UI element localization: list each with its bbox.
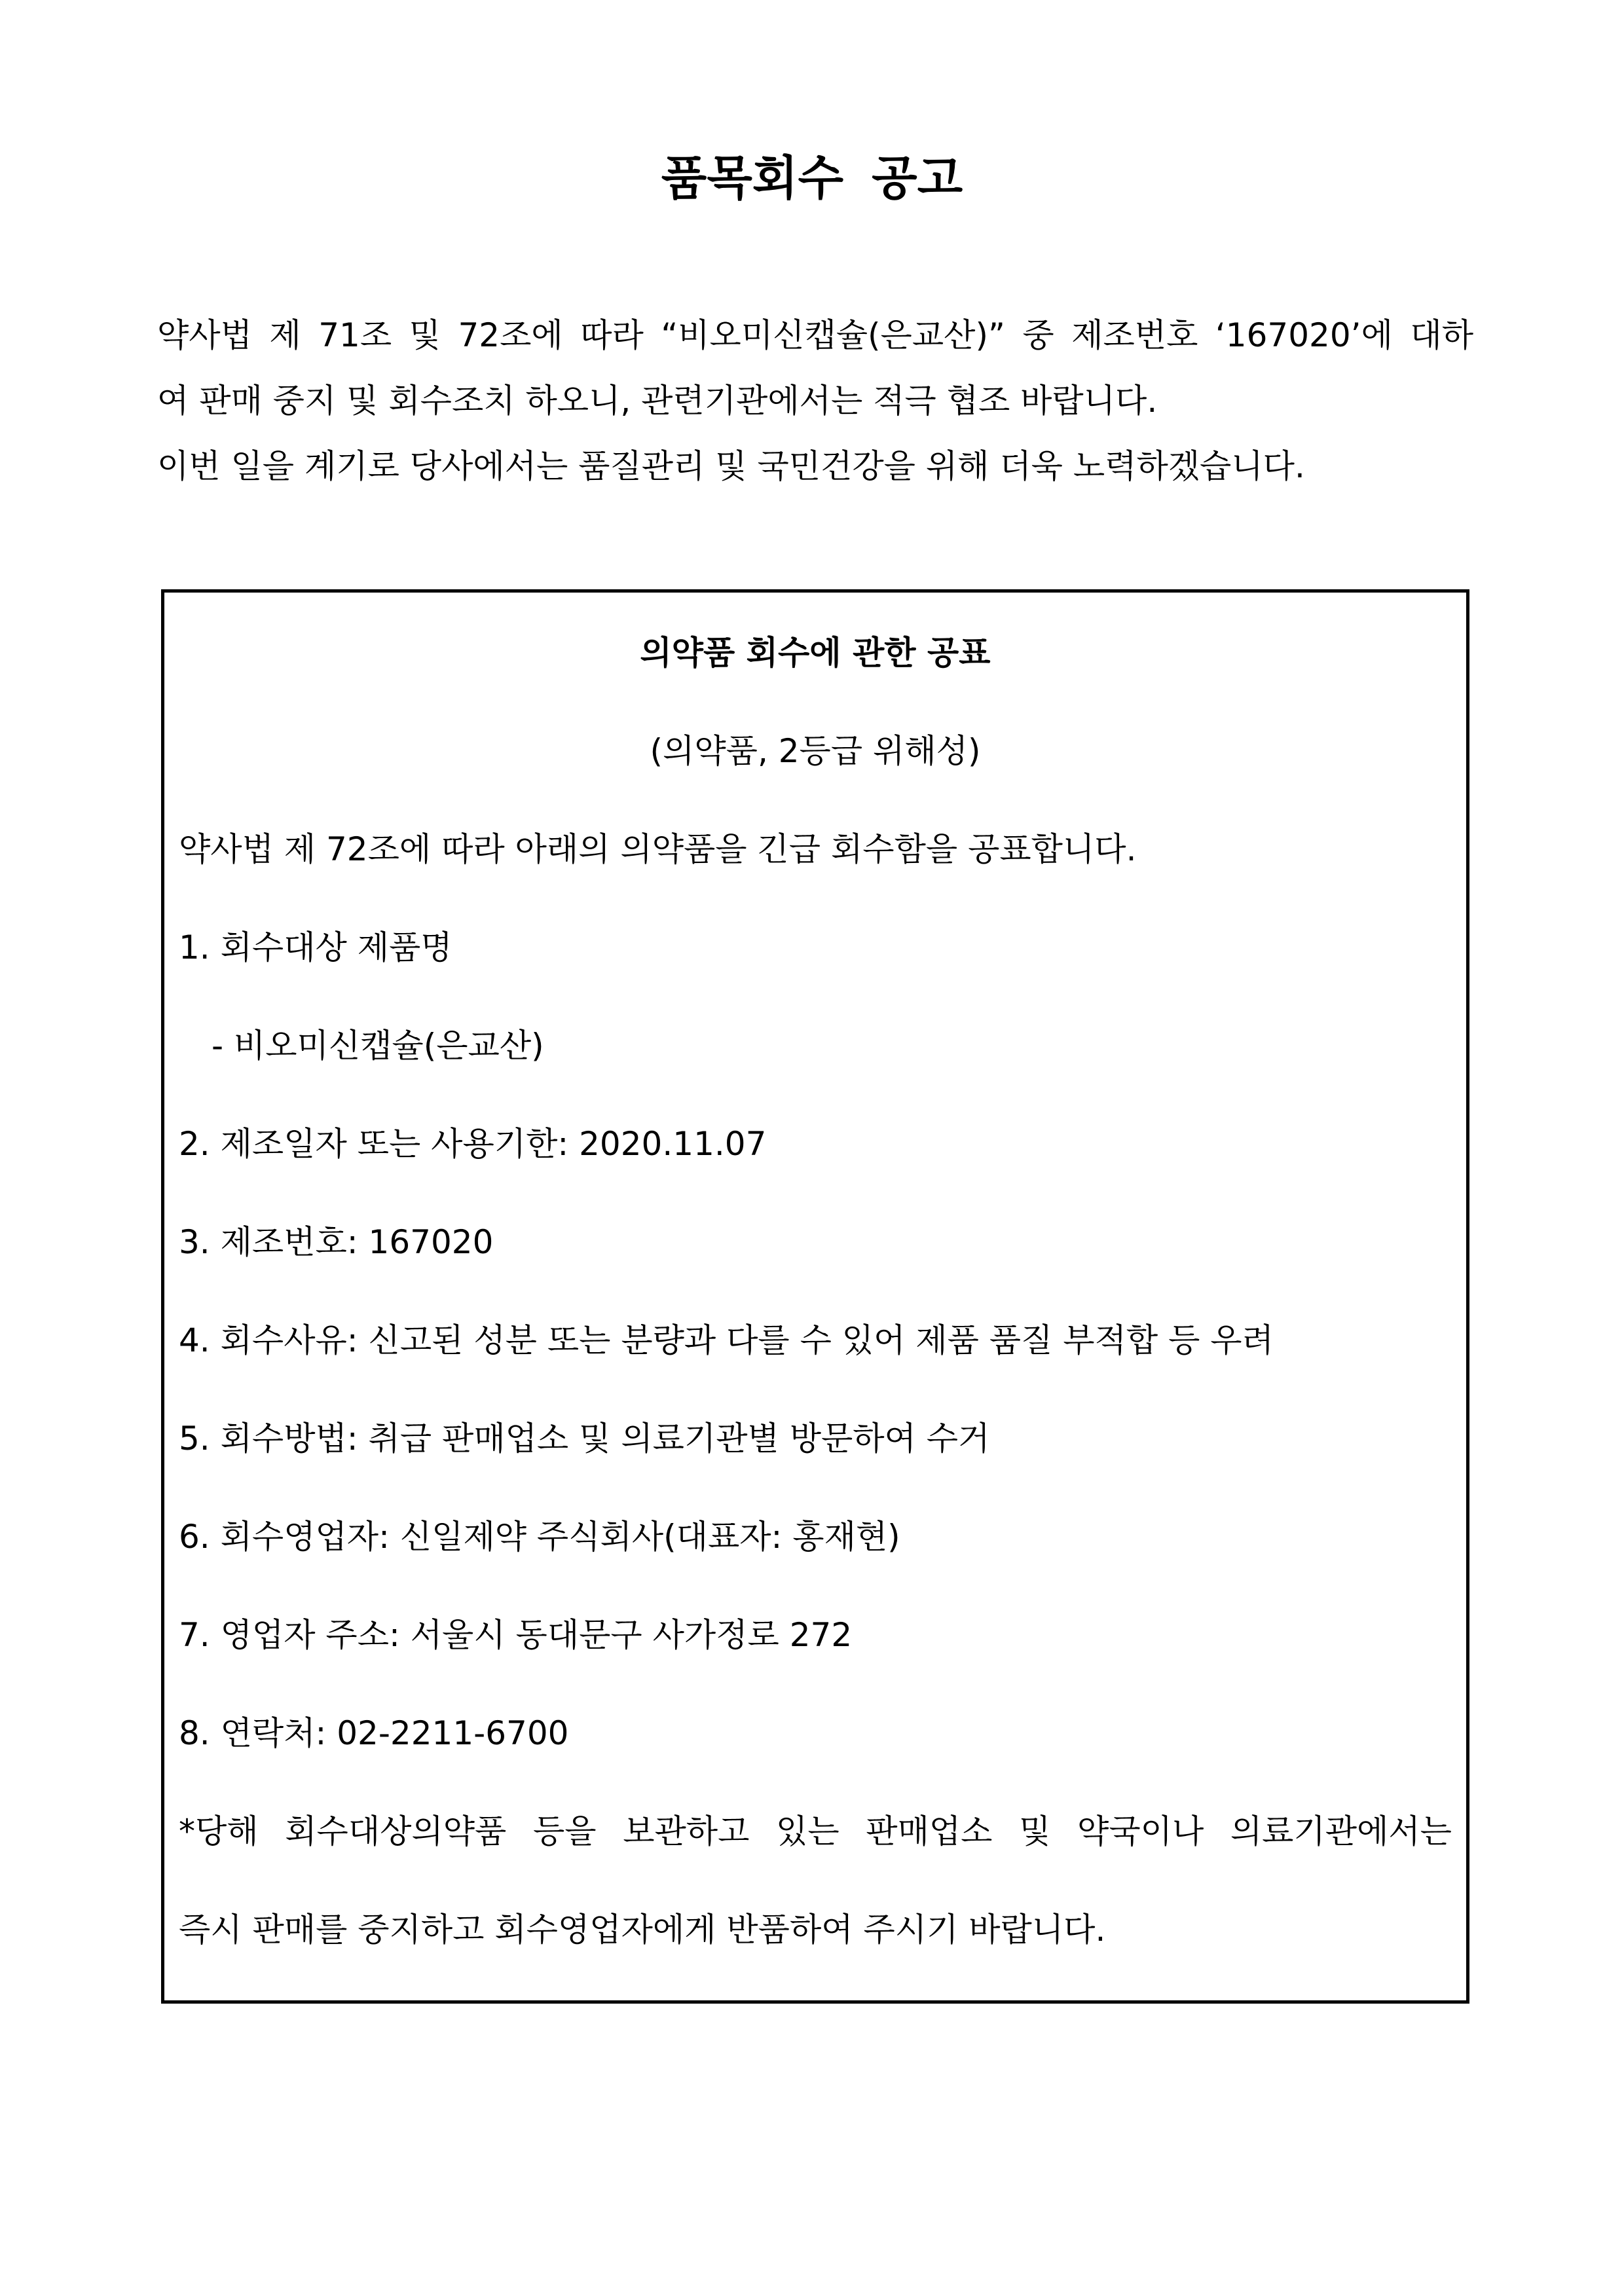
notice-item: 5. 회수방법: 취급 판매업소 및 의료기관별 방문하여 수거	[179, 1420, 990, 1458]
notice-item: - 비오미신캡슐(은교산)	[212, 1027, 544, 1065]
notice-footnote: *당해 회수대상의약품 등을 보관하고 있는 판매업소 및 약국이나 의료기관에서는	[179, 1812, 1452, 1850]
notice-item: 1. 회수대상 제품명	[179, 928, 452, 966]
notice-footnote: 즉시 판매를 중지하고 회수영업자에게 반품하여 주시기 바랍니다.	[179, 1911, 1106, 1949]
notice-item: 7. 영업자 주소: 서울시 동대문구 사가정로 272	[179, 1616, 853, 1654]
notice-subheading: (의약품, 2등급 위해성)	[650, 732, 981, 770]
notice-statement: 약사법 제 72조에 따라 아래의 의약품을 긴급 회수함을 공표합니다.	[179, 830, 1137, 868]
page-title: 품목회수 공고	[661, 151, 963, 206]
notice-item: 8. 연락처: 02-2211-6700	[179, 1714, 569, 1752]
recall-notice-box	[161, 589, 1469, 2004]
intro-paragraph	[157, 303, 1473, 499]
notice-item: 2. 제조일자 또는 사용기한: 2020.11.07	[179, 1125, 767, 1163]
intro-line: 이번 일을 계기로 당사에서는 품질관리 및 국민건강을 위해 더욱 노력하겠습니다.	[157, 447, 1305, 485]
notice-item: 6. 회수영업자: 신일제약 주식회사(대표자: 홍재현)	[179, 1518, 900, 1556]
intro-line: 약사법 제 71조 및 72조에 따라 “비오미신캡슐(은교산)” 중 제조번호 ‘167020’에 대하	[157, 316, 1473, 354]
notice-item: 4. 회수사유: 신고된 성분 또는 분량과 다를 수 있어 제품 품질 부적합 등 우려	[179, 1321, 1274, 1359]
notice-item: 3. 제조번호: 167020	[179, 1223, 494, 1261]
notice-heading: 의약품 회수에 관한 공표	[640, 634, 991, 672]
intro-line: 여 판매 중지 및 회수조치 하오니, 관련기관에서는 적극 협조 바랍니다.	[157, 382, 1158, 420]
